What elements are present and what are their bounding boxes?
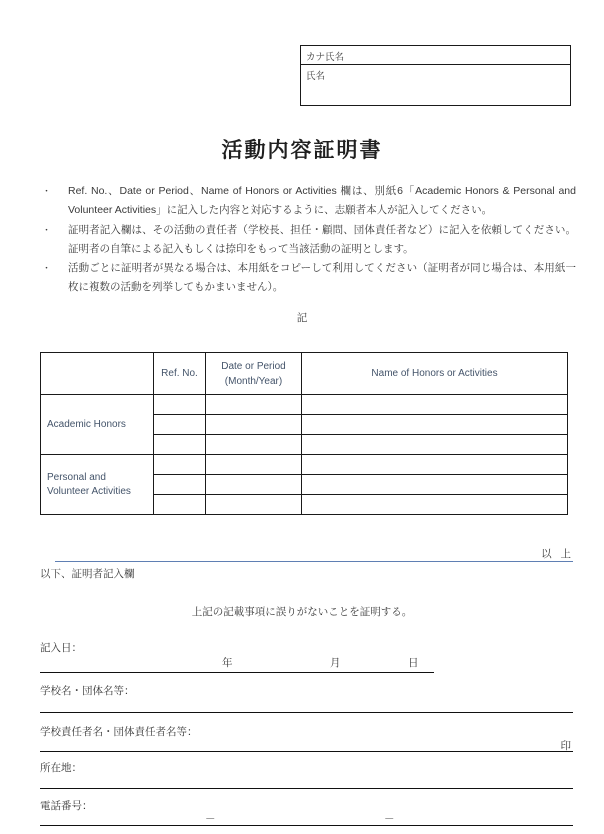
table-cell-empty[interactable] [302, 435, 568, 455]
table-corner-cell [41, 353, 154, 395]
kana-name-label: カナ氏名 [306, 52, 345, 63]
table-cell-empty[interactable] [154, 395, 206, 415]
entry-date-line[interactable] [40, 672, 434, 673]
table-cell-empty[interactable] [154, 435, 206, 455]
table-row [41, 455, 568, 475]
phone-separator: － [205, 813, 216, 825]
table-cell-empty[interactable] [206, 435, 302, 455]
table-cell-empty[interactable] [206, 455, 302, 475]
certifier-section-label: 以下、証明者記入欄 [40, 568, 135, 580]
address-line[interactable] [40, 788, 573, 789]
col-header-date-line1: Date or Period [221, 360, 286, 372]
closing-mark: 以 上 [541, 548, 574, 560]
col-header-ref-no: Ref. No. [154, 353, 206, 395]
instruction-text: 活動ごとに証明者が異なる場合は、本用紙をコピーして利用してください（証明者が同じ場合は、本用紙一枚に複数の活動を列挙してもかまいません）。 [68, 262, 576, 294]
col-header-activity-name: Name of Honors or Activities [302, 353, 568, 395]
table-cell-empty[interactable] [154, 475, 206, 495]
table-cell-empty[interactable] [302, 455, 568, 475]
table-cell-empty[interactable] [206, 395, 302, 415]
bullet-marker: ・ [42, 263, 52, 274]
instruction-item [40, 182, 576, 221]
table-cell-empty[interactable] [206, 475, 302, 495]
table-cell-empty[interactable] [302, 475, 568, 495]
row-group-personal-volunteer: Personal and Volunteer Activities [41, 455, 154, 515]
table-cell-empty[interactable] [206, 495, 302, 515]
document-title: 活動内容証明書 [221, 139, 383, 162]
instruction-item [40, 259, 576, 298]
kana-name-field[interactable] [301, 46, 570, 65]
activities-table [40, 352, 568, 515]
month-unit-label: 月 [330, 657, 341, 669]
col-header-date-line2: (Month/Year) [224, 375, 283, 387]
table-cell-empty[interactable] [302, 495, 568, 515]
responsible-name-line[interactable] [40, 751, 573, 752]
table-cell-empty[interactable] [206, 415, 302, 435]
responsible-name-label: 学校責任者名・団体責任者名等： [40, 726, 198, 738]
school-name-line[interactable] [40, 712, 573, 713]
table-cell-empty[interactable] [302, 415, 568, 435]
year-unit-label: 年 [222, 657, 233, 669]
col-header-date-period [206, 353, 302, 395]
table-cell-empty[interactable] [302, 395, 568, 415]
table-cell-empty[interactable] [154, 495, 206, 515]
table-cell-empty[interactable] [154, 415, 206, 435]
seal-mark: 印 [560, 740, 571, 752]
row-group-academic-honors: Academic Honors [41, 395, 154, 455]
instructions-list [40, 182, 576, 298]
certification-statement: 上記の記載事項に誤りがないことを証明する。 [191, 606, 413, 618]
instruction-text: 証明者記入欄は、その活動の責任者（学校長、担任・顧問、団体責任者など）に記入を依頼してください。証明者の自筆による記入もしくは捺印をもって当該活動の証明とします。 [68, 223, 576, 255]
school-name-label: 学校名・団体名等： [40, 685, 135, 697]
bullet-marker: ・ [42, 224, 52, 235]
entry-date-label: 記入日： [40, 642, 82, 654]
table-header-row [41, 353, 568, 395]
closing-rule [55, 561, 573, 562]
applicant-name-box [300, 45, 571, 106]
table-cell-empty[interactable] [154, 455, 206, 475]
instruction-text: Ref. No.、Date or Period、Name of Honors or Activities 欄は、別紙6「Academic Honors & Personal and Volunteer Activities」に記入した内容と対応するように、志願者本人が記入してください。 [68, 185, 576, 217]
address-label: 所在地： [40, 762, 82, 774]
phone-line[interactable] [40, 825, 573, 826]
table-row [41, 395, 568, 415]
memo-mark: 記 [296, 312, 308, 324]
name-label: 氏名 [306, 71, 326, 82]
day-unit-label: 日 [408, 657, 419, 669]
name-field[interactable] [301, 65, 570, 82]
phone-label: 電話番号： [40, 800, 93, 812]
phone-separator: － [384, 813, 395, 825]
bullet-marker: ・ [42, 186, 52, 196]
instruction-item [40, 221, 576, 260]
